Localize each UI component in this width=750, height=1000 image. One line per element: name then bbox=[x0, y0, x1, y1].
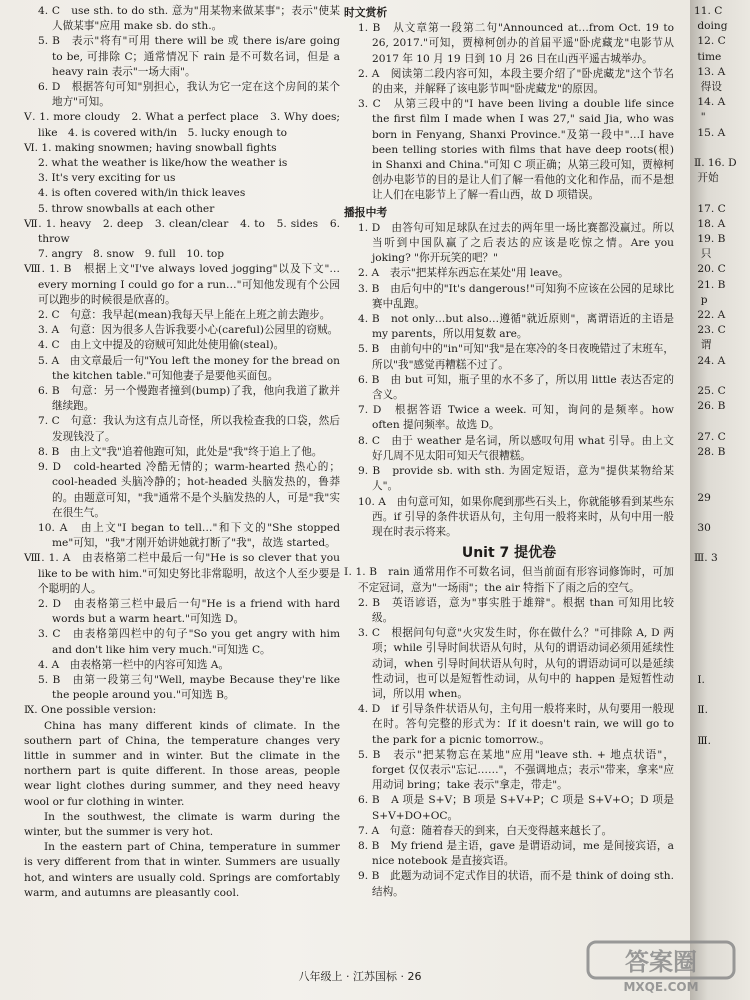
left-column-item-18: 8. B 由上文"我"追着他跑可知，此处是"我"终于追上了他。 bbox=[38, 445, 323, 458]
mid-bottom-item-6: 7. A 句意：随着春天的到来，白天变得越来越长了。 bbox=[358, 824, 613, 837]
left-column-item-13: 3. A 句意：因为很多人告诉我要小心(careful)公园里的窃贼。 bbox=[38, 324, 339, 337]
mid-top-item-11: 7. D 根据答语 Twice a week. 可知，询问的是频率。how often 提问频率。故选 D。 bbox=[358, 404, 674, 432]
left-column-item-9: Ⅶ. 1. heavy 2. deep 3. clean/clear 4. to 5. sides 6. throw bbox=[24, 217, 340, 246]
middle-top-section bbox=[344, 5, 674, 540]
left-column-item-14: 4. C 由上文中提及的窃贼可知此处使用偷(steal)。 bbox=[38, 339, 285, 352]
mid-bottom-item-2: 3. C 根据问句句意"火灾发生时，你在做什么？"可排除 A, D 两项；while 引导时间状语从句时，从句的谓语动词必须用延续性动词，when 引导时间状语从句时，从句的谓语动词可以是延续性动词，也可以是短暂性动词，从句中的 happen 是短暂性动词，所以用 when。 bbox=[358, 627, 674, 700]
mid-bottom-item-0: Ⅰ. 1. B rain 通常用作不可数名词，但当前面有形容词修饰时，可加不定冠词，意为"一场雨"；the air 特指下了雨之后的空气。 bbox=[344, 566, 674, 594]
mid-top-item-5: 1. D 由答句可知足球队在过去的两年里一场比赛都没赢过。所以当听到中国队赢了之后表达的应该是吃惊之情。Are you joking? "你开玩笑的吧？" bbox=[358, 221, 674, 265]
left-column-item-26: Ⅸ. One possible version: bbox=[24, 704, 157, 717]
left-column-item-0: 4. C use sth. to do sth. 意为"用某物来做某事"；表示"使某人做某事"应用 make sb. do sth.。 bbox=[38, 5, 340, 33]
left-column-item-6: 3. It's very exciting for us bbox=[38, 172, 176, 185]
mid-top-item-1: 1. B 从文章第一段第二句"Announced at…from Oct. 19 to 26, 2017."可知，贾樟柯创办的首届平遥"卧虎藏龙"电影节从 2017 年 10 月 19 日到 10 月 26 日在山西平遥古城举办。 bbox=[358, 22, 674, 65]
mid-top-item-4: 播报中考 bbox=[344, 205, 388, 219]
mid-top-item-12: 8. C 由于 weather 是名词，所以感叹句用 what 引导。由上文好几周不见太阳可知天气很糟糕。 bbox=[358, 434, 674, 462]
mid-top-item-14: 10. A 由句意可知，如果你爬到那些石头上，你就能够看到某些东西。if 引导的条件状语从句，主句用一般将来时，从句中用一般现在时表示将来。 bbox=[358, 495, 674, 538]
mid-top-item-6: 2. A 表示"把某样东西忘在某处"用 leave。 bbox=[358, 267, 569, 280]
next-page-edge-text: 11. C doing 12. C time 13. A 得设 14. A " 15. A Ⅱ. 16. D 开始 17. C 18. A 19. B 只 20. C 21. B p 22. A 23. C 谓 24. A 25. C 26. B 27. C 28. B 29 30 Ⅲ. 3 Ⅰ. Ⅱ. Ⅲ. bbox=[694, 5, 737, 747]
middle-bottom-section bbox=[344, 565, 674, 899]
left-column-item-10: 7. angry 8. snow 9. full 10. top bbox=[38, 248, 225, 261]
middle-column bbox=[344, 4, 674, 900]
mid-top-item-13: 9. B provide sb. with sth. 为固定短语，意为"提供某物给某人"。 bbox=[358, 465, 674, 493]
left-column-item-21: Ⅷ. 1. A 由表格第二栏中最后一句"He is so clever that you like to be with him."可知史努比非常聪明，故这个人至少要是个聪明的人。 bbox=[24, 552, 340, 595]
left-column-item-4: Ⅵ. 1. making snowmen; having snowball fights bbox=[24, 141, 277, 154]
left-column-item-1: 5. B 表示"将有"可用 there will be 或 there is/are going to be, 可排除 C；通常情况下 rain 是不可数名词，但是 a heavy rain 表示"一场大雨"。 bbox=[38, 35, 340, 78]
mid-top-item-10: 6. B 由 but 可知，瓶子里的水不多了，所以用 little 表达否定的含义。 bbox=[358, 373, 674, 402]
left-column-item-29: In the eastern part of China, temperature in summer is very different from that in winter. Summers are usually hot, and winters are usually cold. Springs are comfortably warm, and autumns are pleasantly cool. bbox=[24, 841, 340, 899]
left-column-item-19: 9. D cold-hearted 冷酷无情的；warm-hearted 热心的；cool-headed 头脑冷静的；hot-headed 头脑发热的，鲁莽的。由题意可知，"我"通常不是个头脑发热的人，可是"我"实在很生气。 bbox=[38, 461, 340, 519]
mid-top-item-9: 5. B 由前句中的"in"可知"我"是在寒冷的冬日夜晚错过了末班车，所以"我"感觉再糟糕不过了。 bbox=[358, 343, 674, 371]
next-page-edge bbox=[690, 0, 750, 1000]
left-column-item-12: 2. C 句意：我早起(mean)我每天早上能在上班之前去跑步。 bbox=[38, 309, 331, 322]
unit-title: Unit 7 提优卷 bbox=[461, 545, 557, 562]
left-column-item-11: Ⅷ. 1. B 根据上文"I've always loved jogging"以及下文"… every morning I could go for a run…"可知他发现有个公园可以跑步的时候很是欣喜的。 bbox=[24, 263, 340, 306]
watermark-url: MXQE.COM bbox=[623, 980, 699, 994]
left-column-item-8: 5. throw snowballs at each other bbox=[38, 202, 215, 215]
left-column-item-24: 4. A 由表格第一栏中的内容可知选 A。 bbox=[38, 658, 230, 671]
left-column-item-28: In the southwest, the climate is warm during the winter, but the summer is very hot. bbox=[24, 810, 340, 838]
mid-bottom-item-1: 2. B 英语谚语，意为"事实胜于雄辩"。根据 than 可知用比较级。 bbox=[358, 596, 674, 624]
left-column-item-20: 10. A 由上文"I began to tell…"和下文的"She stopped me"可知，"我"才刚开始讲她就打断了"我"，故选 started。 bbox=[38, 521, 340, 550]
mid-top-item-7: 3. B 由后句中的"It's dangerous!"可知狗不应该在公园的足球比赛中乱跑。 bbox=[358, 282, 674, 310]
mid-bottom-item-3: 4. D if 引导条件状语从句，主句用一般将来时，从句要用一般现在时。答句完整的形式为：If it doesn't rain, we will go to the park for a picnic tomorrow.。 bbox=[358, 703, 674, 746]
left-column-item-22: 2. D 由表格第三栏中最后一句"He is a friend with hard words but a warm heart."可知选 D。 bbox=[38, 597, 340, 626]
left-column-item-16: 6. B 句意：另一个慢跑者撞到(bump)了我，他向我道了歉并继续跑。 bbox=[38, 385, 340, 413]
mid-bottom-item-7: 8. B My friend 是主语，gave 是谓语动词，me 是间接宾语，a nice notebook 是直接宾语。 bbox=[358, 839, 674, 868]
watermark-text: 答案圈 bbox=[625, 948, 697, 976]
mid-bottom-item-4: 5. B 表示"把某物忘在某地"应用"leave sth. + 地点状语"，forget 仅仅表示"忘记……"，不强调地点；表示"带来，拿来"应用动词 bring；take 表示"拿走，带走"。 bbox=[358, 748, 674, 792]
left-column-item-3: Ⅴ. 1. more cloudy 2. What a perfect place 3. Why does; like 4. is covered with/in 5. lucky enough to bbox=[24, 111, 340, 139]
left-column-item-5: 2. what the weather is like/how the weather is bbox=[38, 157, 288, 170]
mid-top-item-3: 3. C 从第三段中的"I have been living a double life since the first film I made when I was 27," said Jia, who was born in Fenyang, Shanxi Province."及第一段中"…I have been telling stories with films that have deep roots(根) in Shanxi and China."可知 C 项正确；从第三段可知，贾樟柯创办电影节的目的是让人们了解一看他的文化和作品，而不是想让人们在电影节上了解一看山西，故 D 项错误。 bbox=[358, 98, 674, 202]
left-column-item-2: 6. D 根据答句可知"别担心，我认为它一定在这个房间的某个地方"可知。 bbox=[38, 81, 340, 109]
mid-bottom-item-8: 9. B 此题为动词不定式作目的状语，而不是 think of doing sth. 结构。 bbox=[358, 870, 674, 898]
mid-bottom-item-5: 6. B A 项是 S+V；B 项是 S+V+P；C 项是 S+V+O；D 项是 S+V+DO+OC。 bbox=[358, 794, 674, 822]
left-column bbox=[24, 4, 340, 901]
left-column-item-27: China has many different kinds of climate. In the southern part of China, the temperature changes very little in summer and in winter. But the climate in the northern part is quite different. In those areas, people wear light clothes during summer, and they need heavy wool or fur clothing in winter. bbox=[24, 719, 340, 808]
left-column-item-15: 5. A 由文章最后一句"You left the money for the bread on the kitchen table."可知他妻子是要他买面包。 bbox=[38, 354, 340, 382]
left-column-item-7: 4. is often covered with/in thick leaves bbox=[38, 187, 246, 200]
mid-top-item-0: 时文赏析 bbox=[344, 6, 388, 19]
left-column-item-23: 3. C 由表格第四栏中的句子"So you get angry with him and don't like him very much."可知选 C。 bbox=[38, 628, 340, 656]
mid-top-item-2: 2. A 阅读第二段内容可知，本段主要介绍了"卧虎藏龙"这个节名的由来，并解释了该电影节叫"卧虎藏龙"的原因。 bbox=[358, 67, 674, 96]
page-footer: 八年级上 · 江苏国标 · 26 bbox=[298, 970, 422, 983]
left-column-item-25: 5. B 由第一段第三句"Well, maybe Because they're like the people around you."可知选 B。 bbox=[38, 673, 340, 702]
left-column-item-17: 7. C 句意：我认为这有点儿奇怪，所以我检查我的口袋，然后发现钱没了。 bbox=[38, 415, 340, 443]
mid-top-item-8: 4. B not only…but also…遵循"就近原则"，离谓语近的主语是 my parents，所以用复数 are。 bbox=[358, 313, 674, 341]
watermark-logo bbox=[586, 940, 736, 994]
